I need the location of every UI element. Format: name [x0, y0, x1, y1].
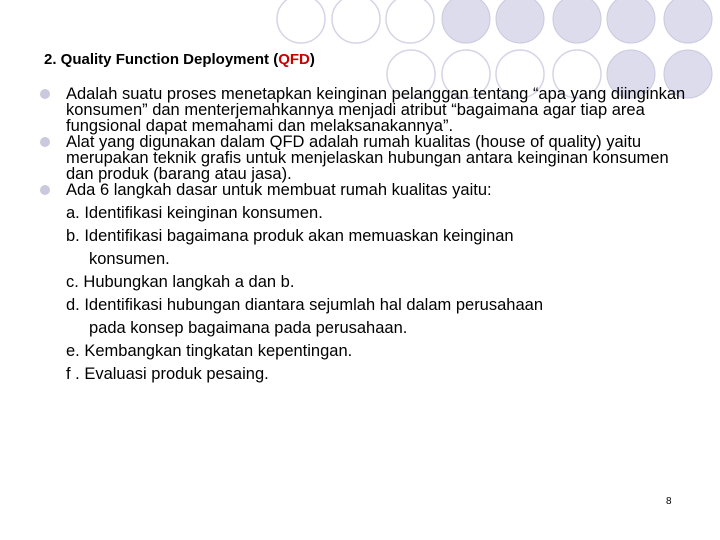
- circle-row1-4: [442, 0, 490, 43]
- title-highlight: QFD: [278, 51, 310, 68]
- circle-row1-5: [496, 0, 544, 43]
- step-e: e. Kembangkan tingkatan kepentingan.: [66, 342, 353, 360]
- bullet-item-1: [48, 86, 698, 134]
- bullet-item-3: [48, 182, 698, 198]
- step-a: a. Identifikasi keinginan konsumen.: [66, 204, 323, 222]
- step-c: c. Hubungkan langkah a dan b.: [66, 273, 295, 291]
- title-suffix: ): [309, 51, 315, 68]
- slide-content: [48, 86, 698, 386]
- circle-row1-2: [332, 0, 380, 43]
- step-b-line1: b. Identifikasi bagaimana produk akan memuaskan keinginan: [66, 227, 514, 245]
- bullet-text-3: Ada 6 langkah dasar untuk membuat rumah kualitas yaitu:: [66, 181, 492, 199]
- page-number: 8: [666, 496, 672, 507]
- bullet-item-2: [48, 134, 698, 182]
- step-b-line2: konsumen.: [89, 250, 170, 268]
- title-prefix: 2. Quality Function Deployment (: [44, 51, 279, 68]
- circle-row1-6: [553, 0, 601, 43]
- bullet-dot-icon: [40, 89, 50, 99]
- circle-row1-3: [386, 0, 434, 43]
- bullet-text-1: Adalah suatu proses menetapkan keinginan pelanggan tentang “apa yang diinginkan konsumen” dan menterjemahkannya menjadi atribut “bagaimana agar tiap area fungsional dapat memahami dan melaksanakannya”.: [66, 85, 686, 135]
- slide-title: [44, 51, 315, 68]
- step-f: f . Evaluasi produk pesaing.: [66, 365, 269, 383]
- step-d: [48, 294, 698, 340]
- step-d-line2: pada konsep bagaimana pada perusahaan.: [89, 319, 408, 337]
- bullet-dot-icon: [40, 137, 50, 147]
- step-d-line1: d. Identifikasi hubungan diantara sejumlah hal dalam perusahaan: [66, 296, 543, 314]
- circle-row1-7: [607, 0, 655, 43]
- step-b: [48, 225, 698, 271]
- circle-row1-8: [664, 0, 712, 43]
- bullet-dot-icon: [40, 185, 50, 195]
- bullet-text-2: Alat yang digunakan dalam QFD adalah rumah kualitas (house of quality) yaitu merupakan teknik grafis untuk menjelaskan hubungan antara keinginan konsumen dan produk (barang atau jasa).: [66, 133, 669, 183]
- circle-row1-1: [277, 0, 325, 43]
